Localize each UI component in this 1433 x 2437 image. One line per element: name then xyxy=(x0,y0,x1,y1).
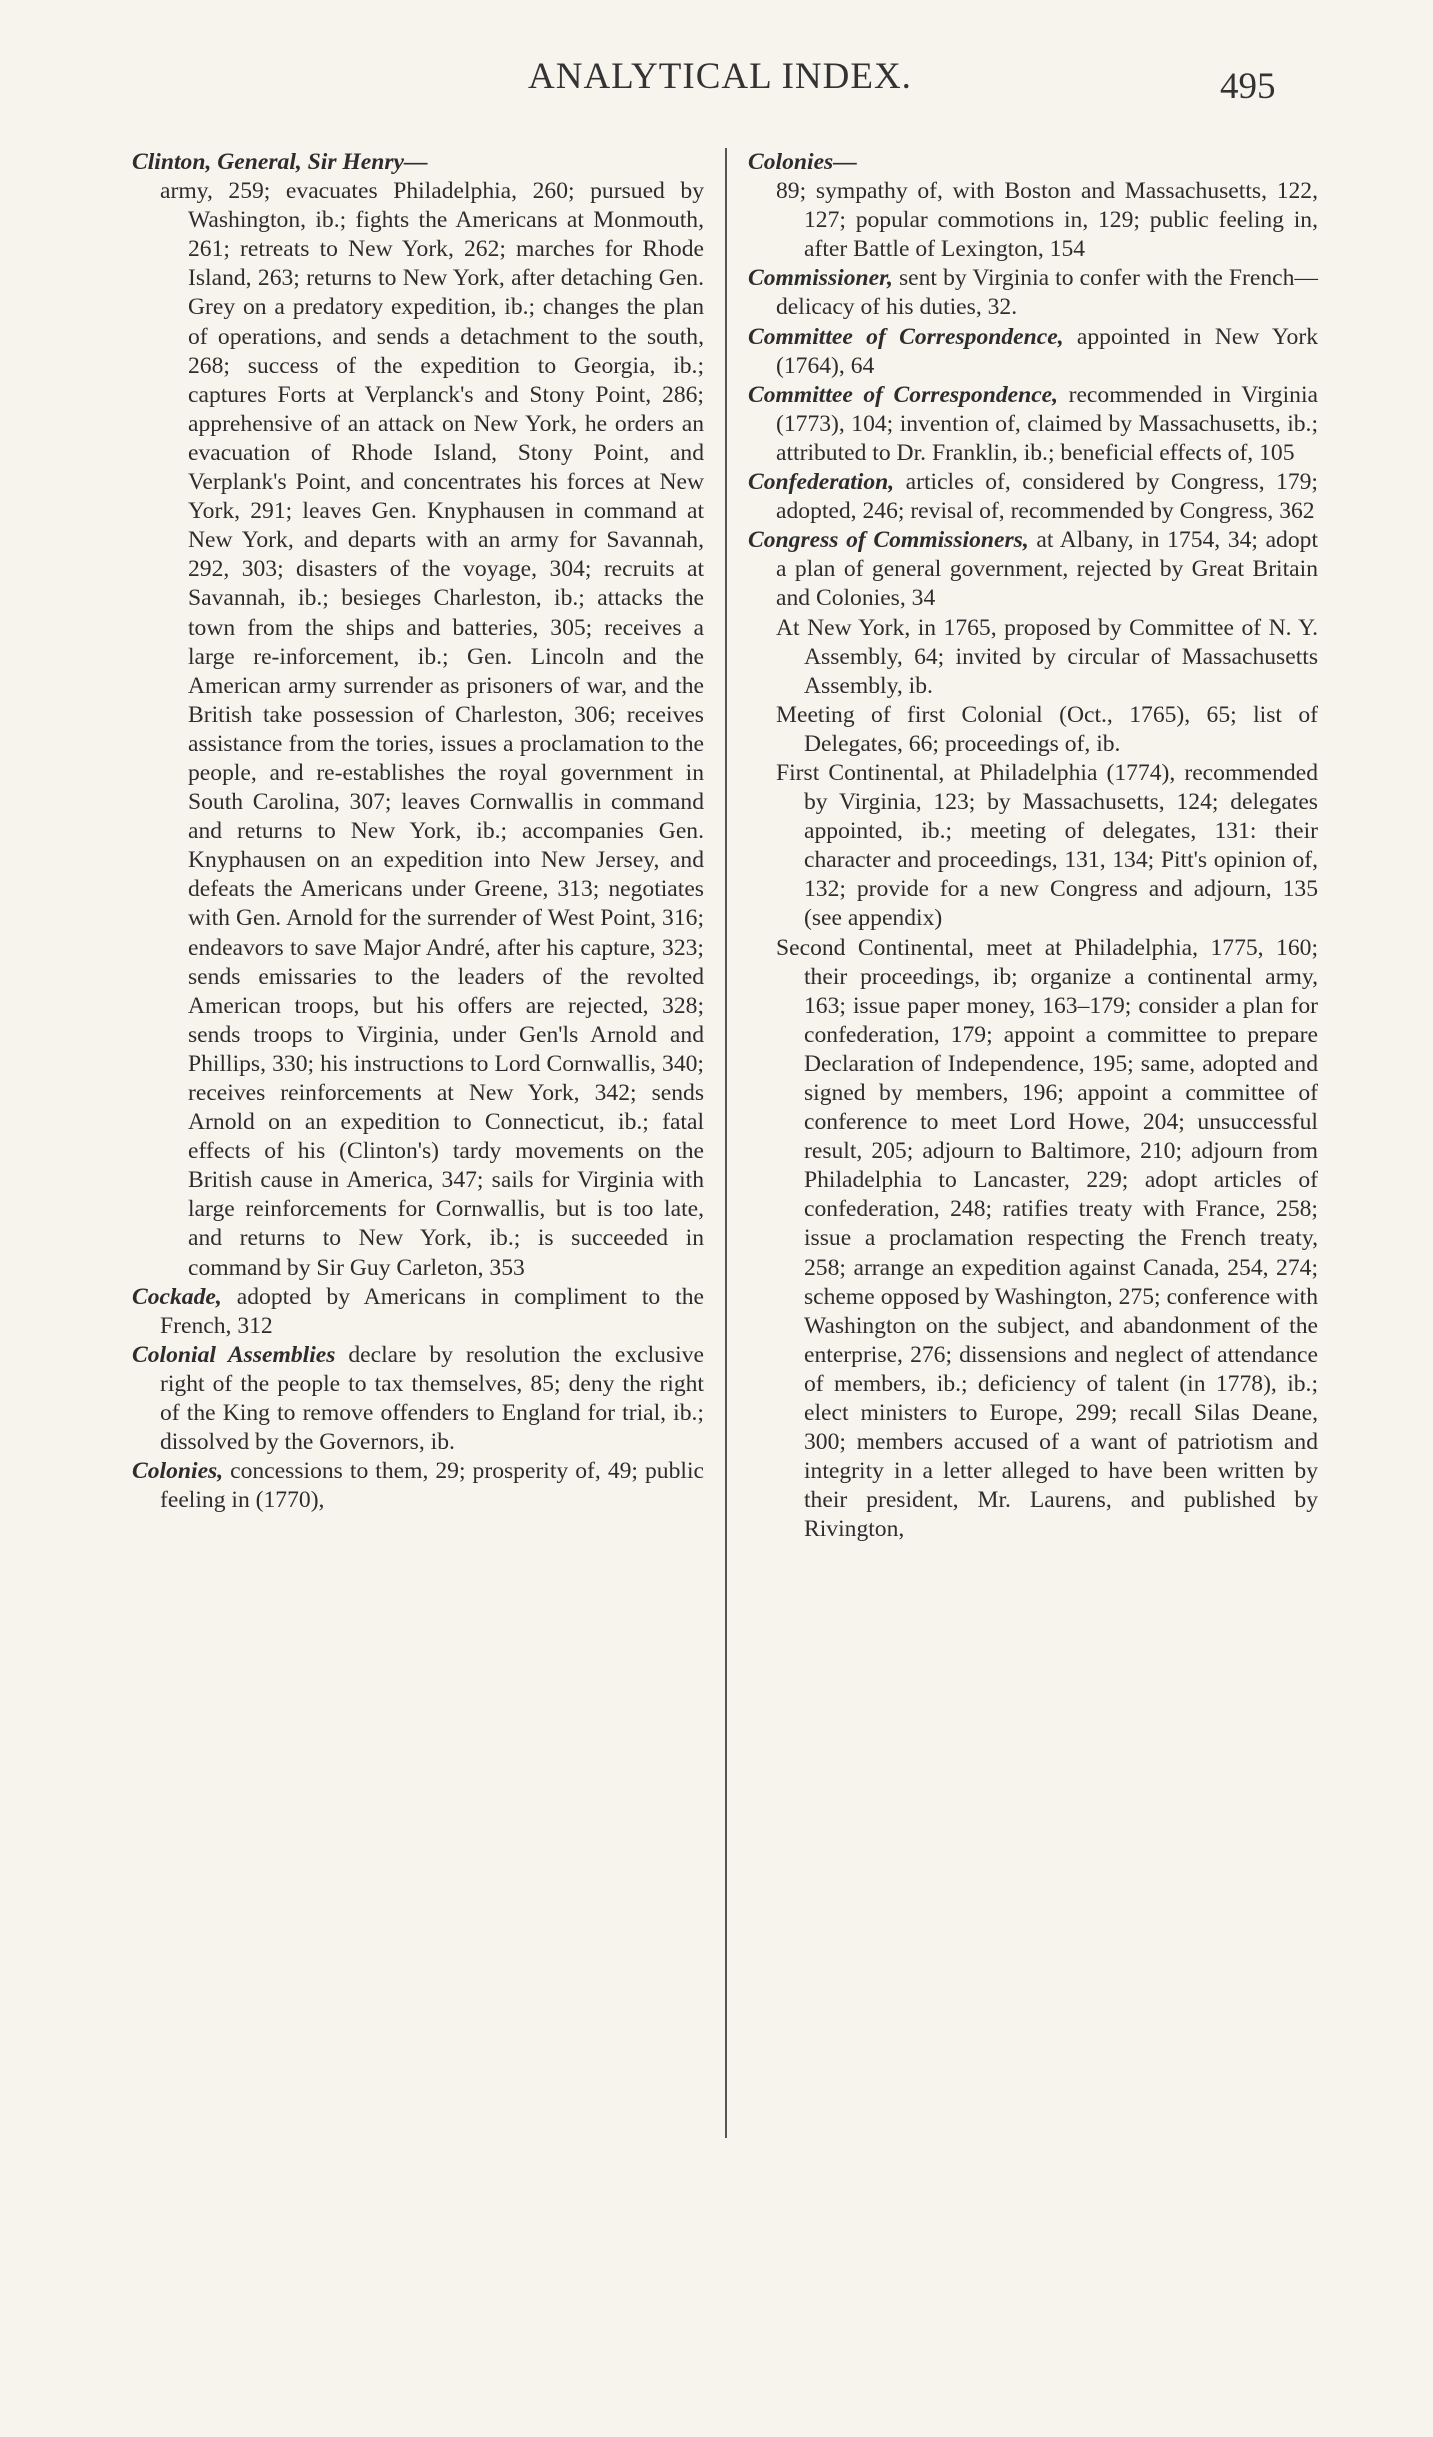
right-column xyxy=(748,148,1318,1545)
entry-heading: Committee of Correspondence, xyxy=(748,323,1064,350)
entry-heading: Commissioner, xyxy=(748,265,893,292)
entry-text: appointed in New York (1764), 64 xyxy=(776,323,1318,379)
entry-text: sent by Virginia to confer with the French—delicacy of his duties, 32. xyxy=(776,265,1318,321)
index-entry-text: army, 259; evacuates Philadelphia, 260; pursued by Washington, ib.; fights the Americans at Monmouth, 261; retreats to New York, 262; marches for Rhode Island, 263; returns to New York, after detaching Gen. Grey on a predatory expedition, ib.; changes the plan of operations, and sends a detachment to the south, 268; success of the expedition to Georgia, ib.; captures Forts at Verplanck's and Stony Point, 286; apprehensive of an attack on New York, he orders an evacuation of Rhode Island, Stony Point, and Verplank's Point, and concentrates his forces at New York, 291; leaves Gen. Knyphausen in command at New York, and departs with an army for Savannah, 292, 303; disasters of the voyage, 304; recruits at Savannah, ib.; besieges Charleston, ib.; attacks the town from the ships and batteries, 305; receives a large re-inforcement, ib.; Gen. Lincoln and the American army surrender as prisoners of war, and the British take possession of Charleston, 306; receives assistance from the tories, issues a proclamation to the people, and re-establishes the royal government in South Carolina, 307; leaves Cornwallis in command and returns to New York, ib.; accompanies Gen. Knyphausen on an expedition into New Jersey, and defeats the Americans under Greene, 313; negotiates with Gen. Arnold for the surrender of West Point, 316; endeavors to save Major André, after his capture, 323; sends emissaries to the leaders of the revolted American troops, but his offers are rejected, 328; sends troops to Virginia, under Gen'ls Arnold and Phillips, 330; his instructions to Lord Cornwallis, 340; receives reinforcements at New York, 342; sends Arnold on an expedition to Connecticut, ib.; fatal effects of his (Clinton's) tardy movements on the British cause in America, 347; sails for Virginia with large reinforcements for Cornwallis, but is too late, and returns to New York, ib.; is succeeded in command by Sir Guy Carleton, 353 xyxy=(160,178,704,1281)
index-entry-text: 89; sympathy of, with Boston and Massachusetts, 122, 127; popular commotions in, 129; public feeling in, after Battle of Lexington, 154 xyxy=(776,178,1318,263)
index-entry-congress-commissioners xyxy=(748,526,1318,613)
index-entry-committee-correspondence-ny xyxy=(748,323,1318,381)
left-column xyxy=(132,148,704,1515)
index-subentry-first-colonial: Meeting of first Colonial (Oct., 1765), 65; list of Delegates, 66; proceedings of, ib. xyxy=(776,701,1318,757)
entry-heading: Colonial Assemblies xyxy=(132,1341,336,1368)
entry-heading: Confederation, xyxy=(748,469,895,496)
index-entry-cockade xyxy=(132,1283,704,1341)
index-entry-confederation xyxy=(748,468,1318,526)
column-divider xyxy=(725,148,727,2138)
entry-text: at Albany, in 1754, 34; adopt a plan of general government, rejected by Great Britain and Colonies, 34 xyxy=(776,527,1318,612)
entry-heading: Cockade, xyxy=(132,1283,222,1310)
entry-heading: Colonies, xyxy=(132,1458,224,1485)
index-entry-colonies xyxy=(132,1457,704,1515)
entry-text: articles of, considered by Congress, 179; adopted, 246; revisal of, recommended by Congress, 362 xyxy=(776,469,1318,525)
running-title: ANALYTICAL INDEX. xyxy=(528,56,912,97)
index-subentry-new-york: At New York, in 1765, proposed by Committee of N. Y. Assembly, 64; invited by circular of Massachusetts Assembly, ib. xyxy=(776,614,1318,699)
index-entry-colonies-continued xyxy=(748,148,1318,177)
entry-text: concessions to them, 29; prosperity of, 49; public feeling in (1770), xyxy=(160,1458,704,1514)
page-number: 495 xyxy=(1220,66,1276,107)
entry-heading: Clinton, General, Sir Henry— xyxy=(132,149,428,175)
index-subentry-first-continental: First Continental, at Philadelphia (1774), recommended by Virginia, 123; by Massachusetts, 124; delegates appointed, ib.; meeting of delegates, 131: their character and proceedings, 131, 134; Pitt's opinion of, 132; provide for a new Congress and adjourn, 135 (see appendix) xyxy=(776,759,1318,932)
entry-text: adopted by Americans in compliment to the French, 312 xyxy=(160,1283,704,1339)
entry-heading: Congress of Commissioners, xyxy=(748,527,1029,554)
entry-heading: Committee of Correspondence, xyxy=(748,381,1059,408)
index-subentry-second-continental: Second Continental, meet at Philadelphia, 1775, 160; their proceedings, ib; organize a continental army, 163; issue paper money, 163–179; consider a plan for confederation, 179; appoint a committee to prepare Declaration of Independence, 195; same, adopted and signed by members, 196; appoint a committee of conference to meet Lord Howe, 204; unsuccessful result, 205; adjourn to Baltimore, 210; adjourn from Philadelphia to Lancaster, 229; adopt articles of confederation, 248; ratifies treaty with France, 258; issue a proclamation respecting the French treaty, 258; arrange an expedition against Canada, 254, 274; scheme opposed by Washington, 275; conference with Washington on the subject, and abandonment of the enterprise, 276; dissensions and neglect of attendance of members, ib.; deficiency of talent (in 1778), ib.; elect ministers to Europe, 299; recall Silas Deane, 300; members accused of a want of patriotism and integrity in a letter alleged to have been written by their president, Mr. Laurens, and published by Rivington, xyxy=(776,934,1318,1543)
entry-text: declare by resolution the exclusive right of the people to tax themselves, 85; deny the right of the King to remove offenders to England for trial, ib.; dissolved by the Governors, ib. xyxy=(160,1341,704,1456)
entry-text: recommended in Virginia (1773), 104; invention of, claimed by Massachusetts, ib.; attributed to Dr. Franklin, ib.; beneficial effects of, 105 xyxy=(776,381,1318,466)
index-entry-clinton xyxy=(132,148,704,177)
index-entry-commissioner xyxy=(748,264,1318,322)
entry-heading: Colonies— xyxy=(748,149,857,175)
index-entry-colonial-assemblies xyxy=(132,1341,704,1457)
index-entry-committee-correspondence-va xyxy=(748,381,1318,468)
page-header xyxy=(0,55,1433,115)
